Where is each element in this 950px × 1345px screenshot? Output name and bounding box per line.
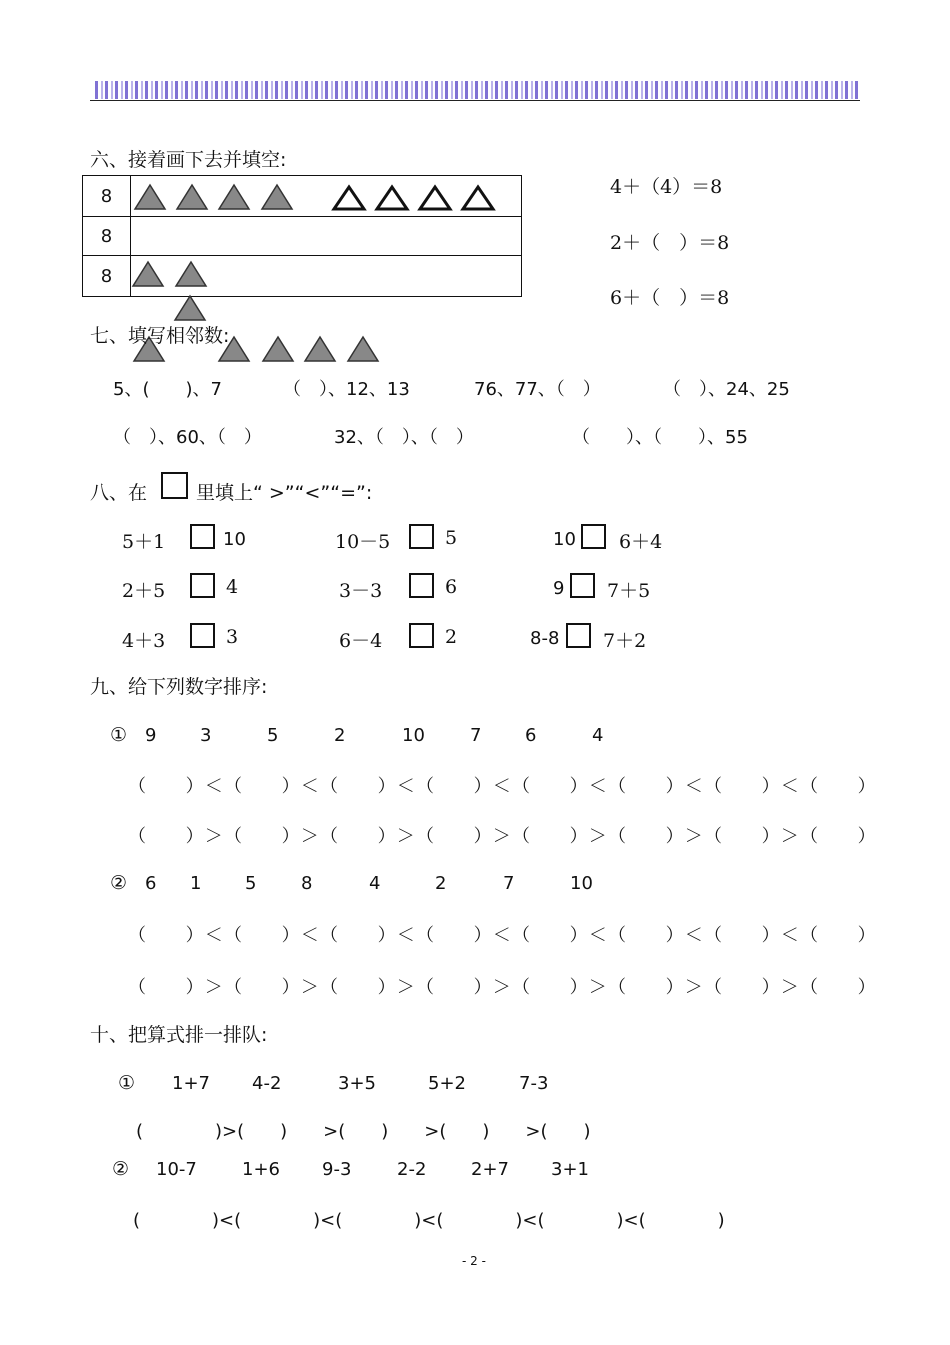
neighbor-item: （ ）、60、（ ） bbox=[113, 427, 262, 448]
filled-triangle-icon bbox=[175, 296, 205, 320]
compare-box[interactable] bbox=[409, 623, 434, 648]
compare-box[interactable] bbox=[409, 524, 434, 549]
sort-number: 10 bbox=[570, 873, 593, 894]
filled-triangle-icon bbox=[262, 185, 292, 209]
sort-number: 8 bbox=[301, 873, 313, 894]
descending-blanks[interactable]: （ ）＞（ ）＞（ ）＞（ ）＞（ ）＞（ ）＞（ ）＞（ ） bbox=[128, 977, 877, 998]
group-mark: ② bbox=[110, 872, 128, 894]
expression: 4-2 bbox=[252, 1073, 282, 1094]
expression: 7-3 bbox=[519, 1073, 549, 1094]
outline-triangle-icon bbox=[334, 187, 364, 209]
filled-triangle-icon bbox=[177, 185, 207, 209]
table-row bbox=[83, 176, 522, 217]
compare-right: 3 bbox=[226, 626, 239, 648]
expression: 9-3 bbox=[322, 1159, 352, 1180]
expression: 3+5 bbox=[338, 1073, 376, 1094]
ascending-blanks[interactable]: （ ）＜（ ）＜（ ）＜（ ）＜（ ）＜（ ）＜（ ）＜（ ） bbox=[128, 776, 877, 797]
compare-box[interactable] bbox=[566, 623, 591, 648]
expression: 5+2 bbox=[428, 1073, 466, 1094]
triangle-cell bbox=[131, 256, 522, 297]
sort-number: 1 bbox=[190, 873, 202, 894]
neighbor-item: 5、( )、7 bbox=[113, 379, 222, 400]
compare-box[interactable] bbox=[409, 573, 434, 598]
sort-number: 9 bbox=[145, 725, 157, 746]
expression: 10-7 bbox=[156, 1159, 197, 1180]
compare-left: 2＋5 bbox=[122, 580, 166, 602]
compare-box[interactable] bbox=[570, 573, 595, 598]
compare-box[interactable] bbox=[190, 524, 215, 549]
header-rule bbox=[90, 100, 860, 101]
section-6-title: 六、接着画下去并填空: bbox=[90, 149, 287, 171]
sort-number: 3 bbox=[200, 725, 212, 746]
compare-right: 10 bbox=[223, 529, 246, 550]
compare-right: 6＋4 bbox=[619, 531, 663, 553]
compare-left: 10 bbox=[553, 529, 576, 550]
row-count: 8 bbox=[83, 217, 131, 256]
expression: 3+1 bbox=[551, 1159, 589, 1180]
expression: 1+6 bbox=[242, 1159, 280, 1180]
compare-right: 6 bbox=[445, 576, 458, 598]
compare-left: 5＋1 bbox=[122, 531, 166, 553]
equation-3: 6＋（ ）＝8 bbox=[610, 287, 730, 309]
filled-triangle-icon bbox=[348, 337, 378, 361]
compare-left: 10－5 bbox=[335, 531, 391, 553]
descending-blanks[interactable]: （ ）＞（ ）＞（ ）＞（ ）＞（ ）＞（ ）＞（ ）＞（ ） bbox=[128, 826, 877, 847]
table-row bbox=[83, 256, 522, 297]
row-count: 8 bbox=[83, 256, 131, 297]
expression: 2-2 bbox=[397, 1159, 427, 1180]
equation-1: 4＋（4）＝8 bbox=[610, 176, 723, 198]
filled-triangle-icon bbox=[135, 185, 165, 209]
compare-left: 9 bbox=[553, 578, 565, 599]
neighbor-item: （ ）、（ ）、55 bbox=[572, 427, 748, 448]
sort-number: 10 bbox=[402, 725, 425, 746]
triangle-table bbox=[82, 175, 522, 297]
compare-right: 7＋5 bbox=[607, 580, 651, 602]
equation-2: 2＋（ ）＝8 bbox=[610, 232, 730, 254]
sort-number: 5 bbox=[267, 725, 279, 746]
sort-number: 4 bbox=[592, 725, 604, 746]
section-7-title: 七、填写相邻数: bbox=[90, 325, 230, 347]
filled-triangle-icon bbox=[133, 262, 163, 286]
filled-triangle-icon bbox=[305, 337, 335, 361]
group-mark: ① bbox=[118, 1072, 136, 1094]
compare-left: 4＋3 bbox=[122, 630, 166, 652]
compare-left: 6－4 bbox=[339, 630, 383, 652]
sort-number: 2 bbox=[334, 725, 346, 746]
sort-number: 4 bbox=[369, 873, 381, 894]
example-box bbox=[161, 472, 188, 499]
sort-number: 6 bbox=[525, 725, 537, 746]
compare-box[interactable] bbox=[581, 524, 606, 549]
filled-triangle-icon bbox=[176, 262, 206, 286]
triangles-row-1 bbox=[131, 176, 521, 212]
group-mark: ① bbox=[110, 724, 128, 746]
compare-left: 3－3 bbox=[339, 580, 383, 602]
page-number: - 2 - bbox=[462, 1254, 486, 1268]
section-8-title-b: 里填上“ >”“<”“=”: bbox=[196, 482, 373, 504]
section-10-title: 十、把算式排一排队: bbox=[90, 1024, 268, 1046]
filled-triangle-icon bbox=[219, 185, 249, 209]
triangle-cell bbox=[131, 176, 522, 217]
sort-number: 6 bbox=[145, 873, 157, 894]
sort-number: 7 bbox=[503, 873, 515, 894]
empty-cell[interactable] bbox=[131, 217, 522, 256]
compare-right: 5 bbox=[445, 527, 458, 549]
order-blanks[interactable]: ( )<( )<( )<( )<( )<( ) bbox=[133, 1210, 725, 1231]
section-9-title: 九、给下列数字排序: bbox=[90, 676, 268, 698]
compare-right: 7＋2 bbox=[603, 630, 647, 652]
neighbor-item: （ ）、24、25 bbox=[663, 379, 790, 400]
sort-number: 7 bbox=[470, 725, 482, 746]
filled-triangle-icon bbox=[263, 337, 293, 361]
sort-number: 5 bbox=[245, 873, 257, 894]
header-decoration bbox=[95, 81, 860, 99]
compare-left: 8-8 bbox=[530, 628, 560, 649]
neighbor-item: 76、77、（ ） bbox=[474, 379, 601, 400]
expression: 1+7 bbox=[172, 1073, 210, 1094]
group-mark: ② bbox=[112, 1158, 130, 1180]
outline-triangle-icon bbox=[463, 187, 493, 209]
triangles-row-3 bbox=[131, 256, 521, 292]
row-count: 8 bbox=[83, 176, 131, 217]
order-blanks[interactable]: ( )>( ) >( ) >( ) >( ) bbox=[136, 1121, 591, 1142]
expression: 2+7 bbox=[471, 1159, 509, 1180]
ascending-blanks[interactable]: （ ）＜（ ）＜（ ）＜（ ）＜（ ）＜（ ）＜（ ）＜（ ） bbox=[128, 925, 877, 946]
compare-right: 4 bbox=[226, 576, 239, 598]
compare-right: 2 bbox=[445, 626, 458, 648]
section-8-title-a: 八、在 bbox=[90, 482, 148, 504]
compare-box[interactable] bbox=[190, 573, 215, 598]
neighbor-item: （ ）、12、13 bbox=[283, 379, 410, 400]
outline-triangle-icon bbox=[377, 187, 407, 209]
outline-triangle-icon bbox=[420, 187, 450, 209]
neighbor-item: 32、（ ）、（ ） bbox=[334, 427, 474, 448]
sort-number: 2 bbox=[435, 873, 447, 894]
table-row bbox=[83, 217, 522, 256]
compare-box[interactable] bbox=[190, 623, 215, 648]
